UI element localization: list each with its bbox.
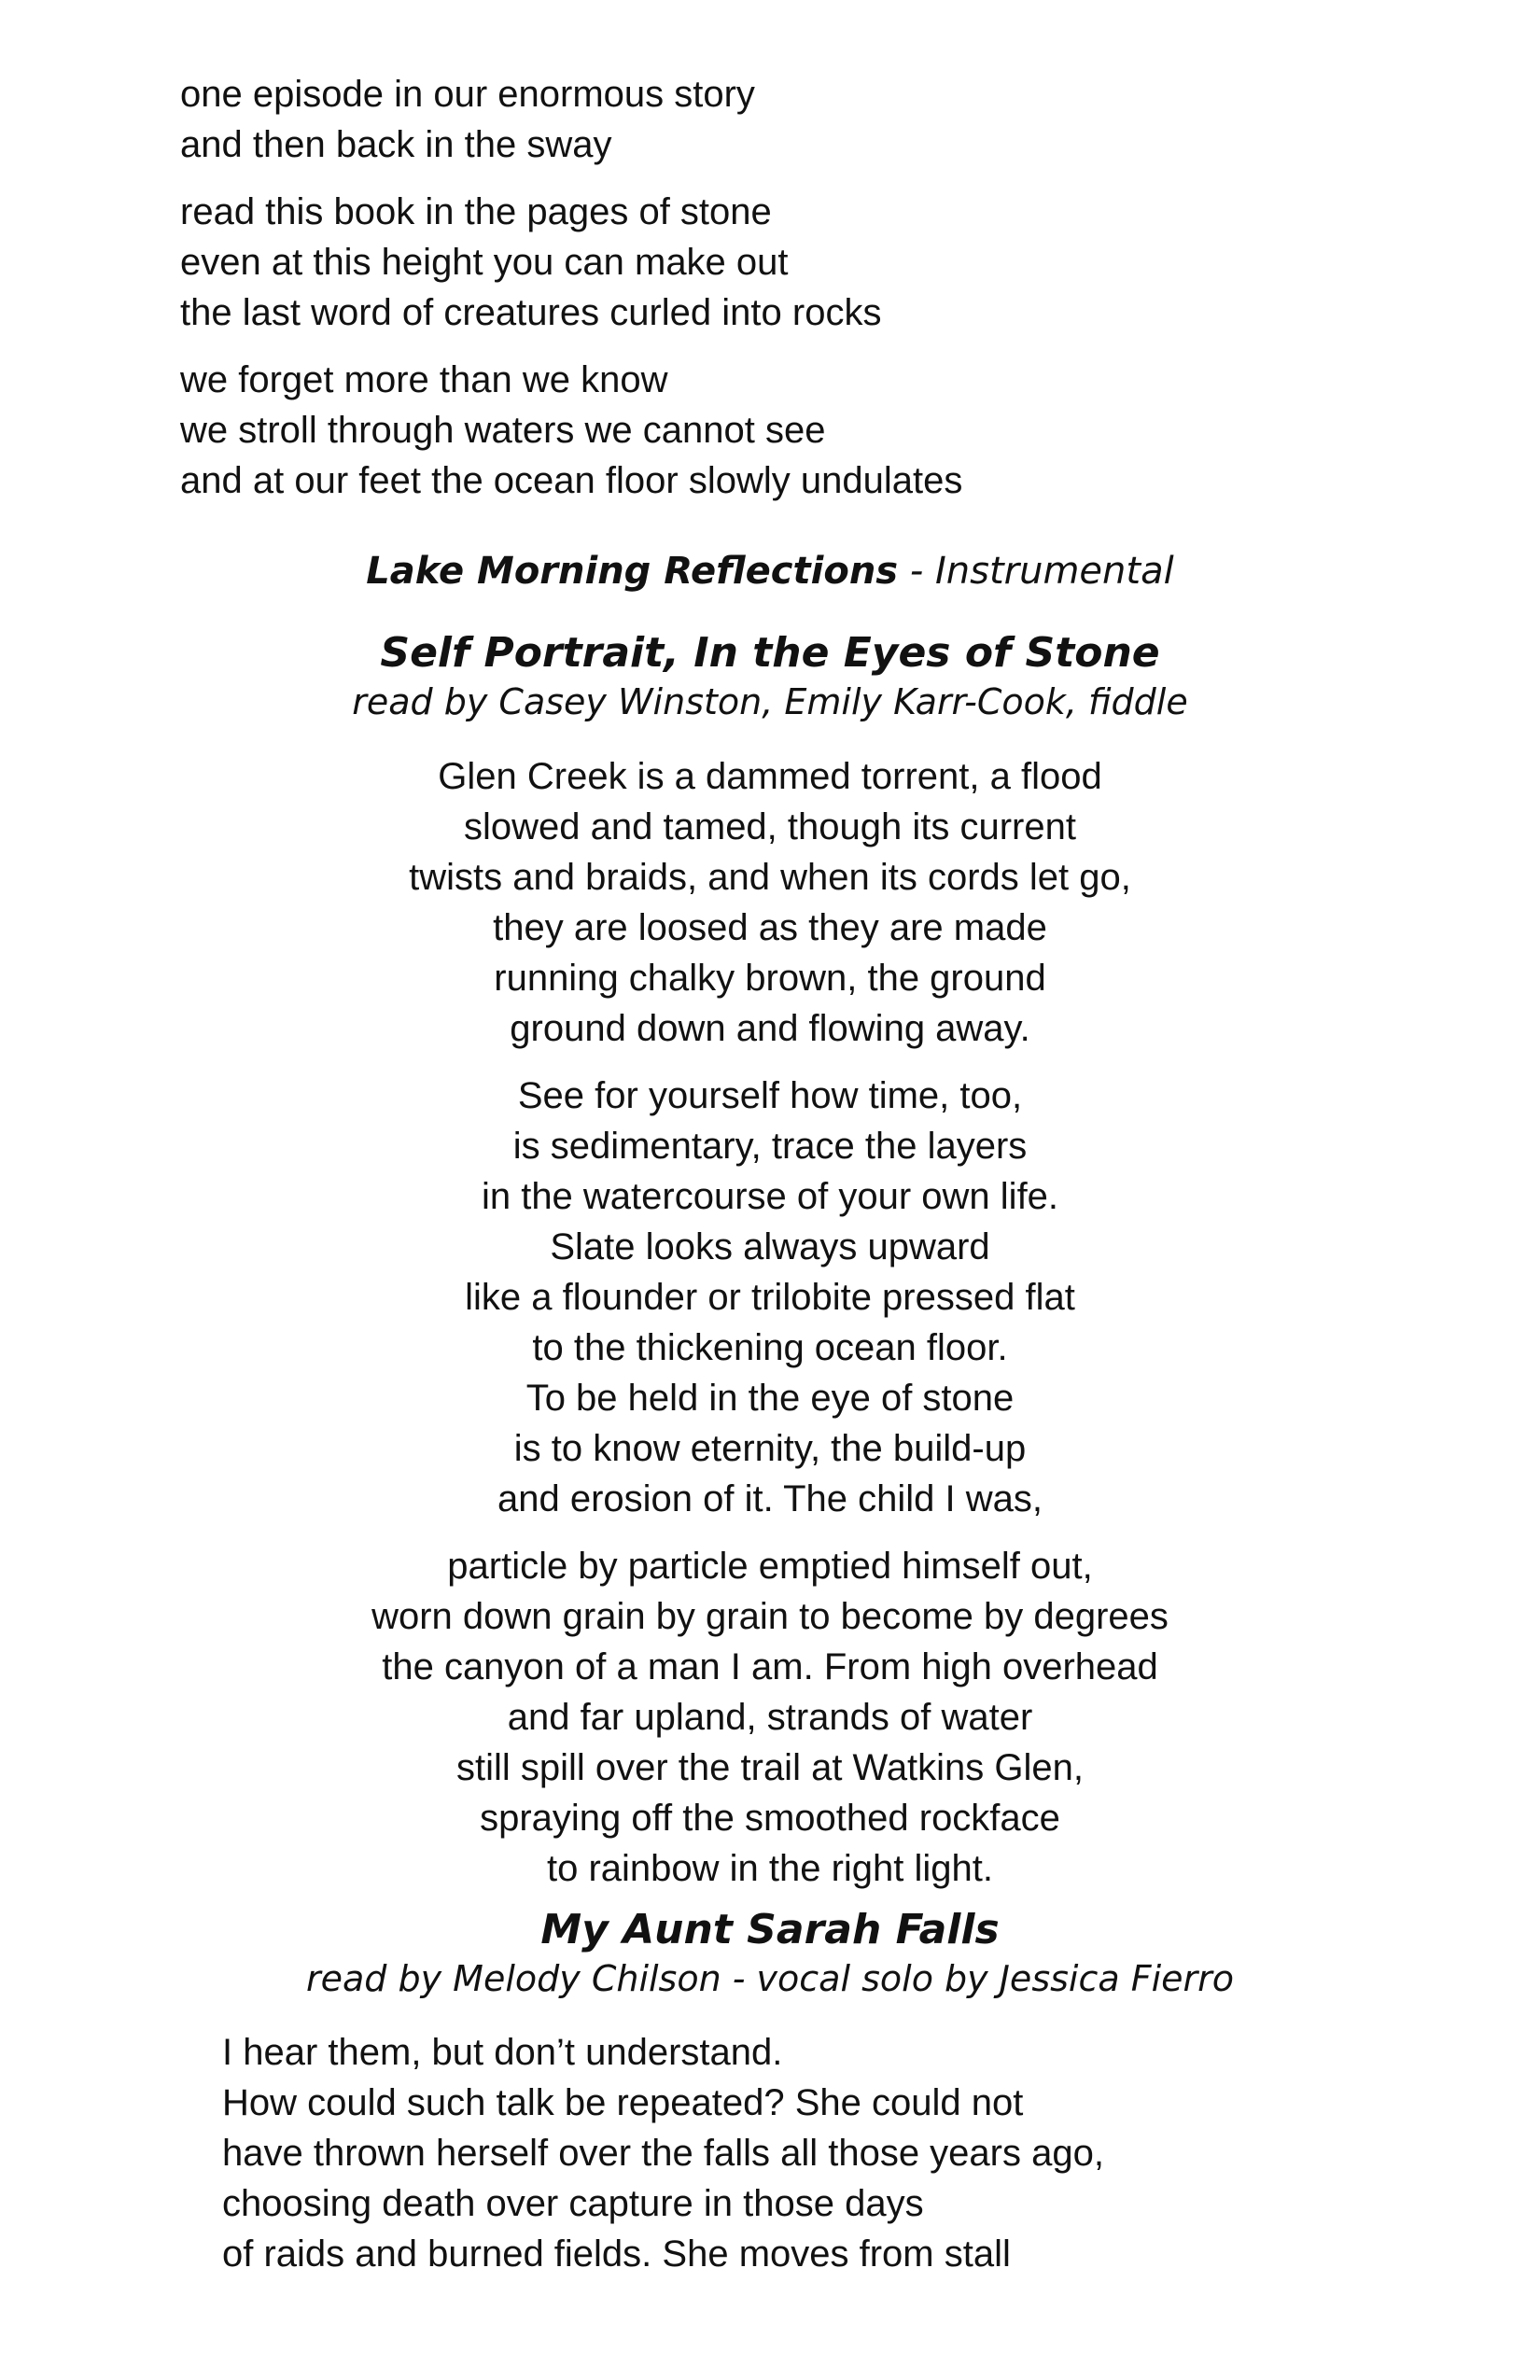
poem-line: the canyon of a man I am. From high overhead (382, 1646, 1158, 1687)
poem-line: running chalky brown, the ground (494, 958, 1046, 999)
poem-line: is to know eternity, the build-up (513, 1428, 1027, 1469)
poem-line: How could such talk be repeated? She could not (222, 2082, 1024, 2123)
poem-body (0, 751, 1540, 1911)
poem-line: to rainbow in the right light. (546, 1848, 994, 1889)
poem-line: particle by particle emptied himself out, (447, 1546, 1093, 1587)
stanza (180, 355, 1347, 506)
poem-line: Glen Creek is a dammed torrent, a flood (438, 756, 1102, 797)
poem-line: I hear them, but don’t understand. (222, 2032, 783, 2073)
poem-line: and far upland, strands of water (507, 1697, 1033, 1738)
poem-line: twists and braids, and when its cords let go, (409, 857, 1131, 898)
interlude-title: Lake Morning Reflections (366, 550, 899, 593)
poem-title: Self Portrait, In the Eyes of Stone (380, 629, 1160, 677)
poem-line: have thrown herself over the falls all those years ago, (222, 2133, 1104, 2174)
poem-title: My Aunt Sarah Falls (540, 1906, 1000, 1953)
poem-line: read this book in the pages of stone (180, 191, 772, 232)
stanza (180, 187, 1347, 338)
stanza (0, 751, 1540, 1054)
poem-credit: read by Melody Chilson - vocal solo by Jessica Fierro (305, 1958, 1235, 1999)
poem-line: to the thickening ocean floor. (532, 1327, 1008, 1368)
poem-line: slowed and tamed, though its current (464, 806, 1076, 847)
poem-line: See for yourself how time, too, (517, 1075, 1023, 1116)
poem-line: ground down and flowing away. (510, 1008, 1030, 1049)
poem-line: of raids and burned fields. She moves from stall (222, 2233, 1011, 2275)
poem-body (222, 2027, 1389, 2296)
poem-line: the last word of creatures curled into rocks (180, 292, 882, 333)
poem-line: still spill over the trail at Watkins Glen, (455, 1747, 1085, 1788)
poem-credit: read by Casey Winston, Emily Karr-Cook, fiddle (352, 681, 1188, 722)
poem-line: spraying off the smoothed rockface (480, 1798, 1060, 1839)
poem-line: even at this height you can make out (180, 242, 789, 283)
stanza (180, 69, 1347, 170)
poem-line: we stroll through waters we cannot see (180, 410, 826, 451)
interlude-note: Instrumental (934, 550, 1174, 593)
interlude-heading (0, 547, 1540, 595)
stanza (222, 2027, 1389, 2279)
poem-line: To be held in the eye of stone (525, 1378, 1015, 1419)
poem-line: we forget more than we know (180, 359, 668, 400)
stanza (0, 1071, 1540, 1524)
poem-continuation (180, 69, 1347, 523)
poem-line: choosing death over capture in those days (222, 2183, 924, 2224)
poem-line: and at our feet the ocean floor slowly undulates (180, 460, 963, 501)
poem-line: one episode in our enormous story (180, 74, 755, 115)
poem-line: they are loosed as they are made (493, 907, 1047, 948)
poem-line: and then back in the sway (180, 124, 612, 165)
poem-line: in the watercourse of your own life. (481, 1176, 1059, 1217)
poem-line: worn down grain by grain to become by degrees (371, 1596, 1169, 1637)
stanza (0, 1541, 1540, 1894)
poem-line: like a flounder or trilobite pressed flat (465, 1277, 1075, 1318)
poem-line: Slate looks always upward (550, 1226, 990, 1267)
interlude-separator: - (898, 550, 935, 593)
poem-line: is sedimentary, trace the layers (512, 1126, 1028, 1167)
poem-line: and erosion of it. The child I was, (497, 1478, 1043, 1519)
